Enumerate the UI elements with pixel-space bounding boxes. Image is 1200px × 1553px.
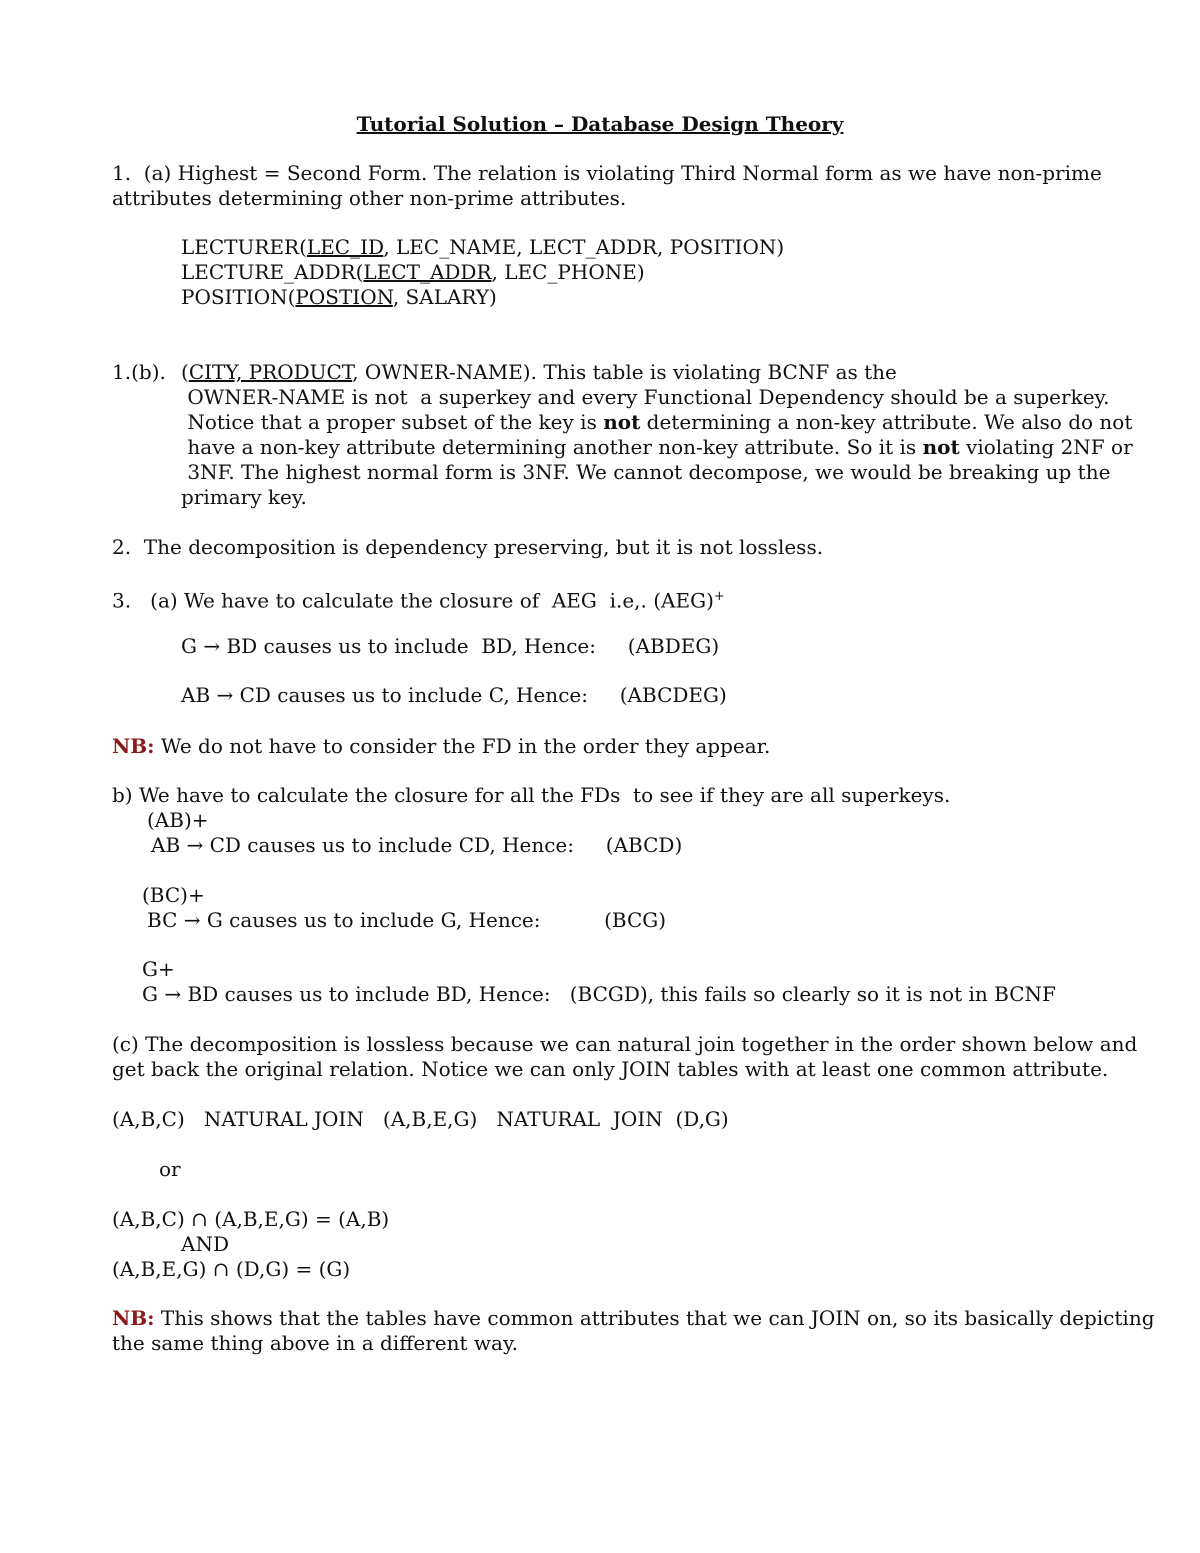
q1b-line4-bold: not (922, 435, 960, 459)
q3c-intersection2: (A,B,E,G) ∩ (D,G) = (G) (112, 1257, 351, 1281)
primary-key: LEC_ID (306, 235, 384, 259)
relation-lecturer (181, 235, 784, 260)
closure-superscript: + (713, 589, 725, 604)
q1b-line3-b: determining a non-key attribute. We also do not (640, 410, 1133, 434)
q1a-line1: 1. (a) Highest = Second Form. The relation is violating Third Normal form as we have non-prime (112, 161, 1102, 185)
q3c-line2: get back the original relation. Notice we can only JOIN tables with at least one common attribute. (112, 1057, 1109, 1081)
q3c-and: AND (181, 1232, 229, 1256)
q3c-or: or (159, 1157, 181, 1181)
q1a-line2: attributes determining other non-prime attributes. (112, 186, 627, 210)
q3b-line: b) We have to calculate the closure for all the FDs to see if they are all superkeys. (112, 783, 951, 807)
q1b-open-paren: ( (181, 360, 189, 384)
q3c-join: (A,B,C) NATURAL JOIN (A,B,E,G) NATURAL JOIN (D,G) (112, 1107, 729, 1131)
relation-lecture-addr (181, 260, 645, 285)
q3c-line1: (c) The decomposition is lossless because we can natural join together in the order shown below and (112, 1032, 1138, 1056)
q3a-text: 3. (a) We have to calculate the closure of AEG i.e,. (AEG) (112, 588, 714, 613)
nb-text: This shows that the tables have common attributes that we can JOIN on, so its basically depicting (154, 1306, 1155, 1330)
q3c-intersection1: (A,B,C) ∩ (A,B,E,G) = (A,B) (112, 1207, 390, 1231)
q1b-line3-bold: not (603, 410, 641, 434)
q3b-g-step: G → BD causes us to include BD, Hence: (BCGD), this fails so clearly so it is not in BCNF (142, 982, 1056, 1006)
relation-position (181, 285, 497, 310)
q1b-key: CITY, PRODUCT (188, 360, 353, 384)
primary-key: LECT_ADDR (363, 260, 492, 284)
q3b-bc-head: (BC)+ (142, 883, 205, 907)
q1b-line6: primary key. (181, 485, 307, 509)
q3b-g-head: G+ (142, 957, 175, 981)
relation-name: LECTURE_ADDR( (181, 260, 364, 284)
q1b-line1 (181, 360, 897, 385)
relation-attributes: , LEC_PHONE) (491, 260, 645, 284)
q1b-line3-a: Notice that a proper subset of the key is (181, 410, 604, 434)
q3c-note-line2: the same thing above in a different way. (112, 1331, 518, 1355)
q3c-note-line1 (112, 1306, 1155, 1331)
page-title: Tutorial Solution – Database Design Theory (356, 112, 844, 136)
q1b-line1-rest: , OWNER-NAME). This table is violating BCNF as the (352, 360, 897, 384)
relation-attributes: , SALARY) (392, 285, 497, 309)
q3b-ab-step: AB → CD causes us to include CD, Hence: (ABCD) (151, 833, 683, 857)
q3a-line (112, 584, 725, 614)
q1b-line4-a: have a non-key attribute determining another non-key attribute. So it is (181, 435, 923, 459)
nb-text: We do not have to consider the FD in the order they appear. (154, 734, 771, 758)
q3b-bc-step: BC → G causes us to include G, Hence: (BCG) (147, 908, 667, 932)
q3a-step2: AB → CD causes us to include C, Hence: (ABCDEG) (181, 683, 727, 707)
nb-label: NB: (112, 734, 155, 758)
q3a-note (112, 734, 770, 759)
nb-label: NB: (112, 1306, 155, 1330)
relation-name: POSITION( (181, 285, 296, 309)
primary-key: POSTION (295, 285, 393, 309)
q1b-line5: 3NF. The highest normal form is 3NF. We cannot decompose, we would be breaking up the (181, 460, 1111, 484)
q1b-line2: OWNER-NAME is not a superkey and every Functional Dependency should be a superkey. (181, 385, 1110, 409)
q1b-line4 (181, 435, 1133, 460)
q2-line: 2. The decomposition is dependency preserving, but it is not lossless. (112, 535, 824, 559)
q1b-line3 (181, 410, 1132, 435)
q1b-line4-b: violating 2NF or (959, 435, 1133, 459)
q3b-ab-head: (AB)+ (147, 808, 209, 832)
relation-name: LECTURER( (181, 235, 307, 259)
q1b-number: 1.(b). (112, 360, 166, 384)
relation-attributes: , LEC_NAME, LECT_ADDR, POSITION) (383, 235, 785, 259)
q3a-step1: G → BD causes us to include BD, Hence: (ABDEG) (181, 634, 720, 658)
